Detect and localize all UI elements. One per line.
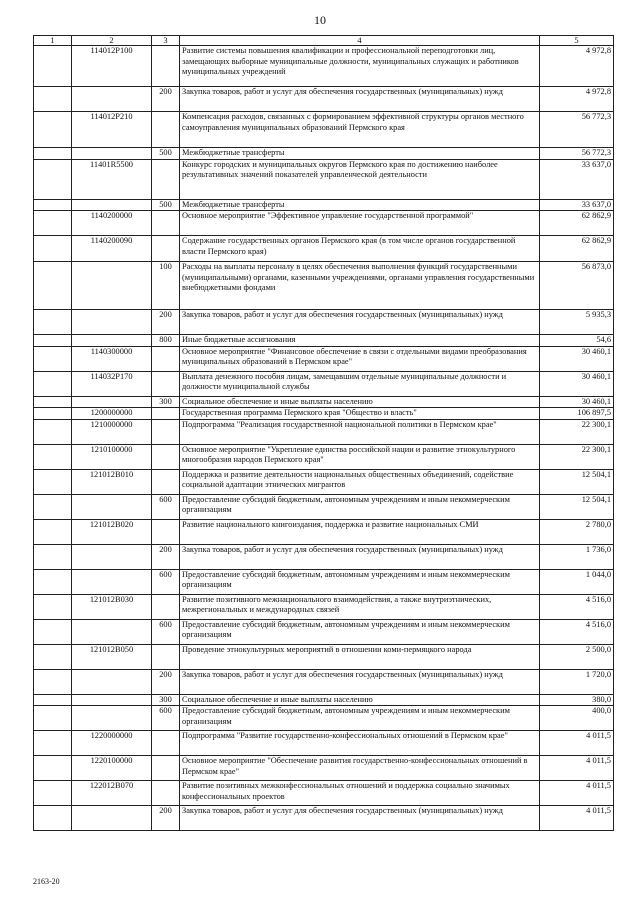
row-name-cell: Основное мероприятие "Финансовое обеспечение в связи с отдельными видами преобразования муниципальных образований в Пермском крае" bbox=[180, 346, 540, 371]
row-index-cell bbox=[34, 371, 72, 396]
row-amount-cell: 30 460,1 bbox=[540, 396, 614, 408]
table-row bbox=[34, 346, 614, 371]
row-index-cell bbox=[34, 112, 72, 148]
row-code-cell: 1210000000 bbox=[72, 419, 152, 444]
row-index-cell bbox=[34, 310, 72, 335]
row-name-cell: Основное мероприятие "Укрепление единства российской нации и развитие этнокультурного многообразия народов Пермского края" bbox=[180, 444, 540, 469]
table-row bbox=[34, 706, 614, 731]
row-code-cell bbox=[72, 494, 152, 519]
row-code-cell: 1140200090 bbox=[72, 236, 152, 262]
row-name-cell: Компенсация расходов, связанных с формированием эффективной структуры органов местного самоуправления муниципальных образований Пермского края bbox=[180, 112, 540, 148]
row-type-cell: 200 bbox=[152, 310, 180, 335]
row-amount-cell: 4 011,5 bbox=[540, 806, 614, 831]
row-index-cell bbox=[34, 519, 72, 544]
table-row bbox=[34, 396, 614, 408]
row-amount-cell: 1 044,0 bbox=[540, 569, 614, 594]
row-name-cell: Закупка товаров, работ и услуг для обеспечения государственных (муниципальных) нужд bbox=[180, 87, 540, 112]
row-index-cell bbox=[34, 148, 72, 160]
budget-table bbox=[33, 35, 614, 831]
row-name-cell: Межбюджетные трансферты bbox=[180, 199, 540, 211]
row-name-cell: Закупка товаров, работ и услуг для обеспечения государственных (муниципальных) нужд bbox=[180, 310, 540, 335]
page-number: 10 bbox=[314, 13, 326, 27]
row-name-cell: Подпрограмма "Реализация государственной национальной политики в Пермском крае" bbox=[180, 419, 540, 444]
row-type-cell bbox=[152, 236, 180, 262]
row-amount-cell: 22 300,1 bbox=[540, 444, 614, 469]
row-name-cell: Предоставление субсидий бюджетным, автономным учреждениям и иным некоммерческим организациям bbox=[180, 569, 540, 594]
row-amount-cell: 56 873,0 bbox=[540, 262, 614, 310]
row-index-cell bbox=[34, 594, 72, 619]
row-type-cell: 500 bbox=[152, 199, 180, 211]
row-type-cell bbox=[152, 159, 180, 199]
row-code-cell bbox=[72, 669, 152, 694]
row-amount-cell: 4 516,0 bbox=[540, 619, 614, 644]
row-code-cell bbox=[72, 619, 152, 644]
row-name-cell: Межбюджетные трансферты bbox=[180, 148, 540, 160]
row-amount-cell: 4 972,8 bbox=[540, 46, 614, 87]
row-name-cell: Выплата денежного пособия лицам, замещавшим отдельные муниципальные должности и должности муниципальной службы bbox=[180, 371, 540, 396]
row-name-cell: Проведение этнокультурных мероприятий в отношении коми-пермяцкого народа bbox=[180, 644, 540, 669]
row-name-cell: Основное мероприятие "Эффективное управление государственной программой" bbox=[180, 211, 540, 236]
row-type-cell bbox=[152, 519, 180, 544]
table-row bbox=[34, 159, 614, 199]
row-index-cell bbox=[34, 346, 72, 371]
table-row bbox=[34, 335, 614, 347]
row-type-cell bbox=[152, 781, 180, 806]
table-row bbox=[34, 806, 614, 831]
table-row bbox=[34, 371, 614, 396]
row-amount-cell: 400,0 bbox=[540, 706, 614, 731]
row-code-cell: 1220000000 bbox=[72, 731, 152, 756]
row-amount-cell: 30 460,1 bbox=[540, 371, 614, 396]
row-type-cell: 200 bbox=[152, 544, 180, 569]
row-name-cell: Предоставление субсидий бюджетным, автономным учреждениям и иным некоммерческим организациям bbox=[180, 619, 540, 644]
table-row bbox=[34, 408, 614, 420]
row-amount-cell: 5 935,3 bbox=[540, 310, 614, 335]
row-amount-cell: 1 720,0 bbox=[540, 669, 614, 694]
row-amount-cell: 4 516,0 bbox=[540, 594, 614, 619]
row-index-cell bbox=[34, 335, 72, 347]
row-name-cell: Предоставление субсидий бюджетным, автономным учреждениям и иным некоммерческим организациям bbox=[180, 706, 540, 731]
row-type-cell bbox=[152, 731, 180, 756]
table-row bbox=[34, 781, 614, 806]
column-header: 1 bbox=[34, 36, 72, 46]
row-index-cell bbox=[34, 781, 72, 806]
row-code-cell: 114032P170 bbox=[72, 371, 152, 396]
row-code-cell: 1140300000 bbox=[72, 346, 152, 371]
row-amount-cell: 380,0 bbox=[540, 694, 614, 706]
row-type-cell: 600 bbox=[152, 494, 180, 519]
row-type-cell: 200 bbox=[152, 87, 180, 112]
row-code-cell bbox=[72, 199, 152, 211]
row-amount-cell: 4 011,5 bbox=[540, 781, 614, 806]
row-index-cell bbox=[34, 396, 72, 408]
table-row bbox=[34, 236, 614, 262]
row-code-cell: 1200000000 bbox=[72, 408, 152, 420]
row-code-cell: 114012P210 bbox=[72, 112, 152, 148]
table-row bbox=[34, 731, 614, 756]
row-code-cell bbox=[72, 806, 152, 831]
row-index-cell bbox=[34, 444, 72, 469]
table-row bbox=[34, 262, 614, 310]
row-index-cell bbox=[34, 46, 72, 87]
row-amount-cell: 62 862,9 bbox=[540, 211, 614, 236]
row-index-cell bbox=[34, 706, 72, 731]
row-name-cell: Содержание государственных органов Пермского края (в том числе органов государственной власти Пермского края) bbox=[180, 236, 540, 262]
row-code-cell bbox=[72, 396, 152, 408]
table-row bbox=[34, 112, 614, 148]
row-amount-cell: 2 500,0 bbox=[540, 644, 614, 669]
row-name-cell: Конкурс городских и муниципальных округов Пермского края по достижению наиболее результативных значений показателей управленческой деятельности bbox=[180, 159, 540, 199]
row-name-cell: Закупка товаров, работ и услуг для обеспечения государственных (муниципальных) нужд bbox=[180, 544, 540, 569]
row-name-cell: Развитие системы повышения квалификации и профессиональной переподготовки лиц, замещающих выборные муниципальные должности, муниципальных служащих и работников муниципальных учреждений bbox=[180, 46, 540, 87]
table-row bbox=[34, 469, 614, 494]
row-index-cell bbox=[34, 494, 72, 519]
table-row bbox=[34, 619, 614, 644]
table-row bbox=[34, 694, 614, 706]
row-type-cell bbox=[152, 594, 180, 619]
row-code-cell: 121012В030 bbox=[72, 594, 152, 619]
row-code-cell: 121012В020 bbox=[72, 519, 152, 544]
row-type-cell: 300 bbox=[152, 694, 180, 706]
row-name-cell: Расходы на выплаты персоналу в целях обеспечения выполнения функций государственными (муниципальными) органами, казенными учреждениями, органами управления государственными внебюджетными фондами bbox=[180, 262, 540, 310]
row-name-cell: Социальное обеспечение и иные выплаты населению bbox=[180, 396, 540, 408]
table-row bbox=[34, 310, 614, 335]
row-code-cell: 11401R5500 bbox=[72, 159, 152, 199]
row-type-cell: 100 bbox=[152, 262, 180, 310]
row-code-cell bbox=[72, 310, 152, 335]
row-type-cell bbox=[152, 756, 180, 781]
row-amount-cell: 2 780,0 bbox=[540, 519, 614, 544]
row-type-cell: 600 bbox=[152, 706, 180, 731]
row-amount-cell: 12 504,1 bbox=[540, 494, 614, 519]
row-code-cell: 1220100000 bbox=[72, 756, 152, 781]
row-code-cell: 1140200000 bbox=[72, 211, 152, 236]
row-name-cell: Закупка товаров, работ и услуг для обеспечения государственных (муниципальных) нужд bbox=[180, 669, 540, 694]
row-type-cell bbox=[152, 469, 180, 494]
row-index-cell bbox=[34, 806, 72, 831]
table-row bbox=[34, 494, 614, 519]
row-amount-cell: 12 504,1 bbox=[540, 469, 614, 494]
row-index-cell bbox=[34, 644, 72, 669]
row-type-cell bbox=[152, 112, 180, 148]
row-index-cell bbox=[34, 87, 72, 112]
row-amount-cell: 54,6 bbox=[540, 335, 614, 347]
row-code-cell bbox=[72, 544, 152, 569]
row-amount-cell: 56 772,3 bbox=[540, 148, 614, 160]
row-type-cell: 500 bbox=[152, 148, 180, 160]
row-amount-cell: 106 897,5 bbox=[540, 408, 614, 420]
row-type-cell bbox=[152, 211, 180, 236]
row-name-cell: Поддержка и развитие деятельности национальных общественных объединений, содействие социальной адаптации этнических мигрантов bbox=[180, 469, 540, 494]
row-amount-cell: 4 011,5 bbox=[540, 756, 614, 781]
table-row bbox=[34, 211, 614, 236]
table-row bbox=[34, 594, 614, 619]
row-type-cell: 800 bbox=[152, 335, 180, 347]
row-amount-cell: 33 637,0 bbox=[540, 159, 614, 199]
row-amount-cell: 4 972,8 bbox=[540, 87, 614, 112]
row-name-cell: Развитие национального книгоиздания, поддержка и развитие национальных СМИ bbox=[180, 519, 540, 544]
row-index-cell bbox=[34, 619, 72, 644]
column-header: 5 bbox=[540, 36, 614, 46]
row-type-cell: 200 bbox=[152, 669, 180, 694]
row-index-cell bbox=[34, 731, 72, 756]
row-index-cell bbox=[34, 408, 72, 420]
row-amount-cell: 22 300,1 bbox=[540, 419, 614, 444]
row-name-cell: Подпрограмма "Развитие государственно-конфессиональных отношений в Пермском крае" bbox=[180, 731, 540, 756]
row-type-cell bbox=[152, 419, 180, 444]
row-type-cell: 600 bbox=[152, 619, 180, 644]
row-code-cell: 114012P100 bbox=[72, 46, 152, 87]
row-index-cell bbox=[34, 419, 72, 444]
row-name-cell: Закупка товаров, работ и услуг для обеспечения государственных (муниципальных) нужд bbox=[180, 806, 540, 831]
row-index-cell bbox=[34, 236, 72, 262]
row-amount-cell: 4 011,5 bbox=[540, 731, 614, 756]
row-code-cell bbox=[72, 87, 152, 112]
row-code-cell: 122012В070 bbox=[72, 781, 152, 806]
row-index-cell bbox=[34, 211, 72, 236]
row-type-cell bbox=[152, 346, 180, 371]
row-amount-cell: 62 862,9 bbox=[540, 236, 614, 262]
table-row bbox=[34, 444, 614, 469]
row-index-cell bbox=[34, 544, 72, 569]
table-row bbox=[34, 87, 614, 112]
row-code-cell bbox=[72, 569, 152, 594]
row-type-cell bbox=[152, 444, 180, 469]
row-index-cell bbox=[34, 469, 72, 494]
row-code-cell bbox=[72, 262, 152, 310]
row-index-cell bbox=[34, 199, 72, 211]
row-type-cell: 300 bbox=[152, 396, 180, 408]
row-name-cell: Государственная программа Пермского края "Общество и власть" bbox=[180, 408, 540, 420]
table-header-row bbox=[34, 36, 614, 46]
row-code-cell: 1210100000 bbox=[72, 444, 152, 469]
column-header: 3 bbox=[152, 36, 180, 46]
table-row bbox=[34, 46, 614, 87]
row-index-cell bbox=[34, 569, 72, 594]
row-type-cell bbox=[152, 371, 180, 396]
row-amount-cell: 56 772,3 bbox=[540, 112, 614, 148]
row-name-cell: Развитие позитивного межнационального взаимодействия, а также внутриэтнических, межрегиональных и международных связей bbox=[180, 594, 540, 619]
row-code-cell: 121012В010 bbox=[72, 469, 152, 494]
table-row bbox=[34, 199, 614, 211]
row-index-cell bbox=[34, 159, 72, 199]
row-index-cell bbox=[34, 669, 72, 694]
row-type-cell: 200 bbox=[152, 806, 180, 831]
row-index-cell bbox=[34, 262, 72, 310]
row-amount-cell: 33 637,0 bbox=[540, 199, 614, 211]
row-amount-cell: 1 736,0 bbox=[540, 544, 614, 569]
row-type-cell bbox=[152, 408, 180, 420]
table-row bbox=[34, 519, 614, 544]
row-amount-cell: 30 460,1 bbox=[540, 346, 614, 371]
column-header: 4 bbox=[180, 36, 540, 46]
row-name-cell: Иные бюджетные ассигнования bbox=[180, 335, 540, 347]
table-row bbox=[34, 669, 614, 694]
row-name-cell: Развитие позитивных межконфессиональных отношений и поддержка социально значимых конфессиональных проектов bbox=[180, 781, 540, 806]
row-code-cell: 121012В050 bbox=[72, 644, 152, 669]
row-type-cell bbox=[152, 46, 180, 87]
row-index-cell bbox=[34, 756, 72, 781]
table-row bbox=[34, 756, 614, 781]
row-name-cell: Основное мероприятие "Обеспечение развития государственно-конфессиональных отношений в Пермском крае" bbox=[180, 756, 540, 781]
row-index-cell bbox=[34, 694, 72, 706]
row-type-cell: 600 bbox=[152, 569, 180, 594]
table-row bbox=[34, 569, 614, 594]
table-row bbox=[34, 419, 614, 444]
row-code-cell bbox=[72, 335, 152, 347]
column-header: 2 bbox=[72, 36, 152, 46]
row-name-cell: Социальное обеспечение и иные выплаты населению bbox=[180, 694, 540, 706]
row-code-cell bbox=[72, 694, 152, 706]
row-type-cell bbox=[152, 644, 180, 669]
row-name-cell: Предоставление субсидий бюджетным, автономным учреждениям и иным некоммерческим организациям bbox=[180, 494, 540, 519]
row-code-cell bbox=[72, 148, 152, 160]
footer-code: 2163-20 bbox=[33, 877, 60, 886]
table-row bbox=[34, 644, 614, 669]
row-code-cell bbox=[72, 706, 152, 731]
table-row bbox=[34, 544, 614, 569]
table-row bbox=[34, 148, 614, 160]
